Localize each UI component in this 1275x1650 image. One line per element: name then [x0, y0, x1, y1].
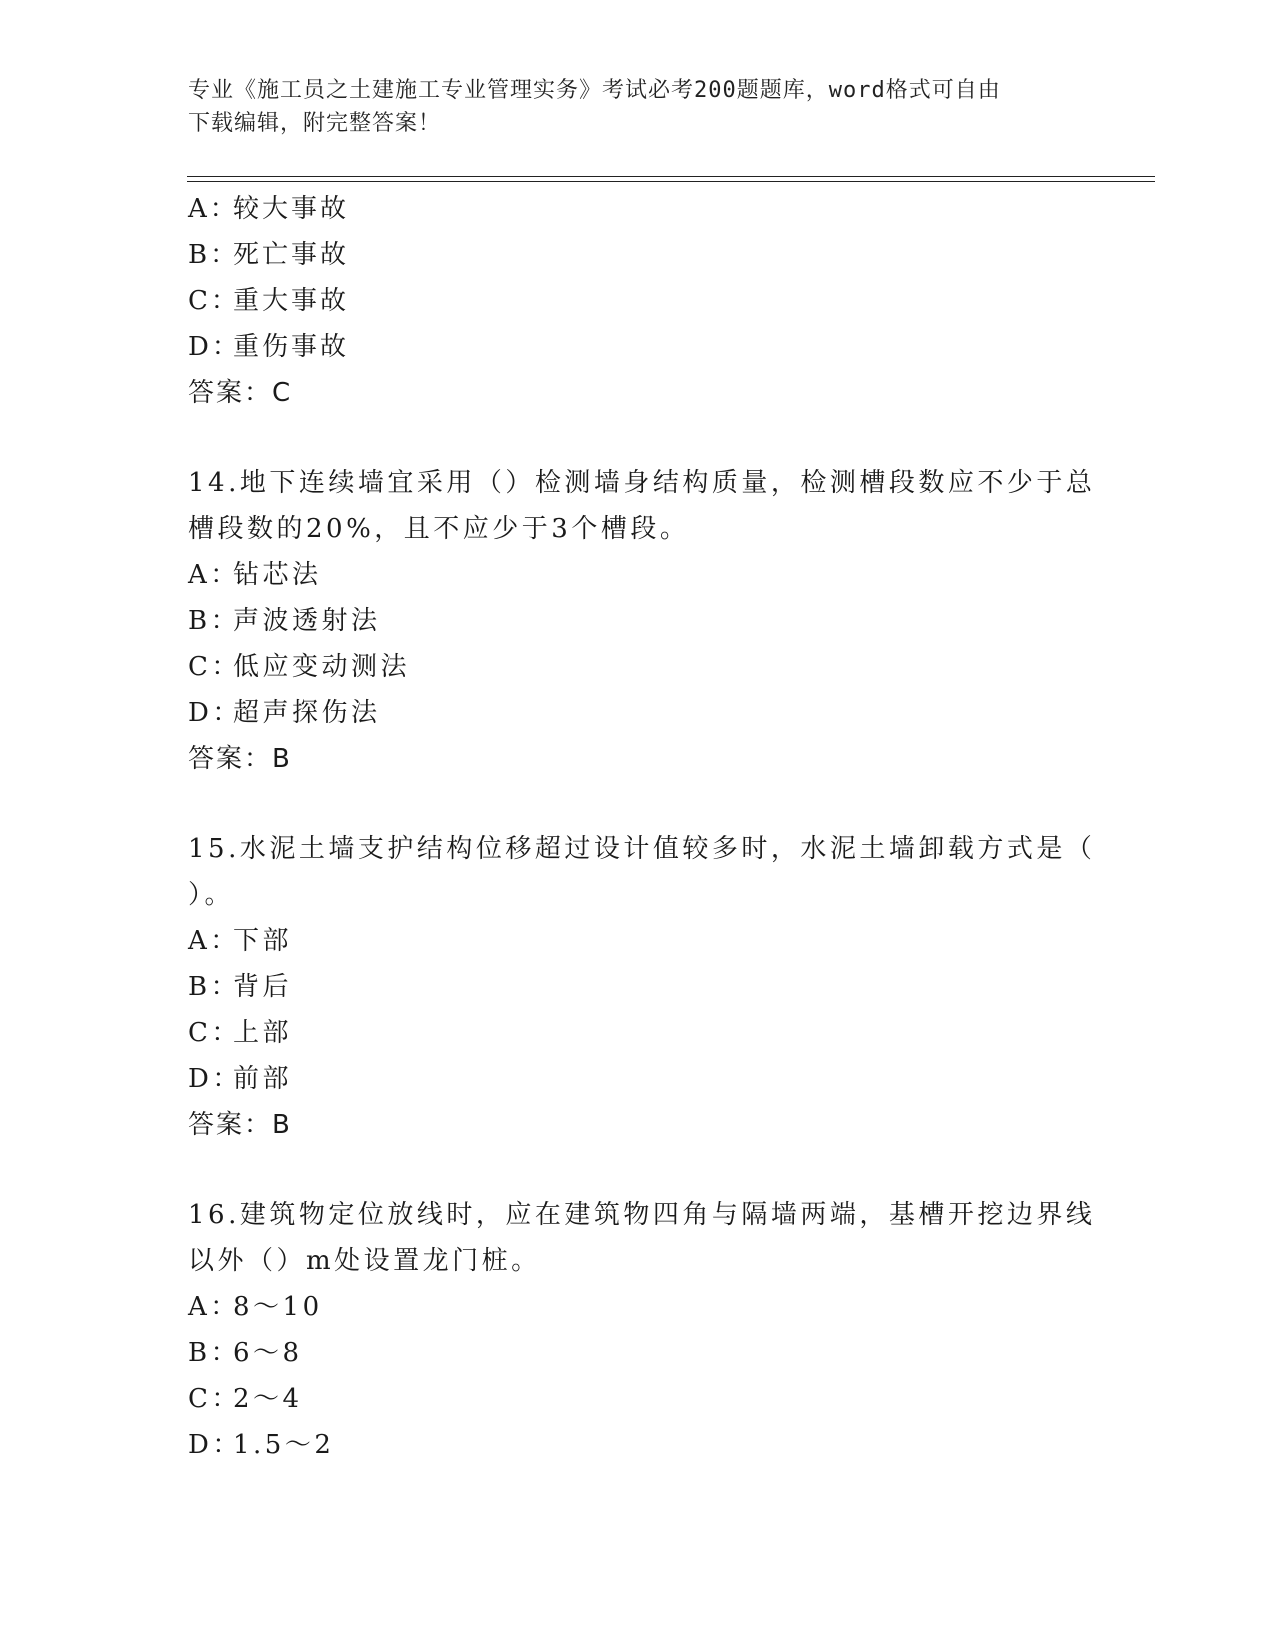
question-block-15: [188, 826, 1096, 1148]
option-text: 6～8: [233, 1338, 303, 1368]
option-d: [188, 1056, 1088, 1102]
option-key: C：: [188, 1384, 241, 1414]
option-key: B：: [188, 972, 241, 1002]
option-text: 背后: [233, 972, 293, 1002]
option-key: B：: [188, 606, 241, 636]
question-text-line: 15.水泥土墙支护结构位移超过设计值较多时，水泥土墙卸载方式是（: [188, 834, 1096, 864]
option-key: A：: [188, 926, 240, 956]
option-b: [188, 964, 1088, 1010]
option-text: 低应变动测法: [233, 652, 411, 682]
option-text: 钻芯法: [233, 560, 322, 590]
question-block-14: [188, 460, 1096, 782]
option-text: 超声探伤法: [233, 698, 381, 728]
option-b: [188, 1330, 1088, 1376]
option-text: 较大事故: [233, 194, 350, 224]
option-key: D：: [188, 698, 242, 728]
option-c: [188, 1376, 1088, 1422]
question-list: [188, 186, 1096, 1468]
question-text-line: 槽段数的20%，且不应少于3个槽段。: [188, 514, 690, 544]
option-text: 重伤事故: [233, 332, 350, 362]
option-text: 下部: [233, 926, 293, 956]
question-text-line: 14.地下连续墙宜采用（）检测墙身结构质量，检测槽段数应不少于总: [188, 468, 1096, 498]
answer-line: 答案：B: [188, 1110, 292, 1140]
option-text: 2～4: [233, 1384, 303, 1414]
header-line-1: 专业《施工员之土建施工专业管理实务》考试必考200题题库，word格式可自由: [188, 78, 1001, 103]
option-b: [188, 232, 1088, 278]
option-key: D：: [188, 332, 241, 362]
option-c: [188, 1010, 1088, 1056]
option-text: 前部: [233, 1064, 293, 1094]
question-block-16: [188, 1192, 1096, 1468]
option-key: A：: [188, 194, 239, 224]
option-text: 死亡事故: [233, 240, 350, 270]
option-key: A：: [188, 560, 240, 590]
header-rule-bottom: [187, 181, 1155, 182]
option-a: [188, 552, 1088, 598]
answer-line: 答案：B: [188, 744, 292, 774]
option-key: D：: [188, 1064, 242, 1094]
header-line-2: 下载编辑，附完整答案！: [188, 111, 442, 136]
option-a: [188, 186, 1088, 232]
option-c: [188, 278, 1088, 324]
option-key: B：: [188, 240, 240, 270]
option-c: [188, 644, 1088, 690]
option-a: [188, 1284, 1088, 1330]
question-text-line: 16.建筑物定位放线时，应在建筑物四角与隔墙两端，基槽开挖边界线: [188, 1200, 1096, 1230]
option-key: D：: [188, 1430, 242, 1460]
header-rule-top: [187, 176, 1155, 177]
option-a: [188, 918, 1088, 964]
answer-line: 答案：C: [188, 378, 293, 408]
option-text: 8～10: [233, 1292, 323, 1322]
option-key: C：: [188, 1018, 241, 1048]
option-key: C：: [188, 652, 241, 682]
option-d: [188, 1422, 1088, 1468]
option-d: [188, 690, 1088, 736]
document-header: [188, 74, 1068, 140]
option-text: 1.5～2: [233, 1430, 335, 1460]
option-key: A：: [188, 1292, 240, 1322]
question-text-line: 以外（）m处设置龙门桩。: [188, 1246, 541, 1276]
question-block-13: [188, 186, 1088, 416]
option-b: [188, 598, 1088, 644]
option-key: B：: [188, 1338, 241, 1368]
question-text-line: ）。: [188, 880, 235, 910]
option-text: 声波透射法: [233, 606, 381, 636]
option-d: [188, 324, 1088, 370]
option-text: 重大事故: [233, 286, 350, 316]
option-key: C：: [188, 286, 240, 316]
option-text: 上部: [233, 1018, 293, 1048]
